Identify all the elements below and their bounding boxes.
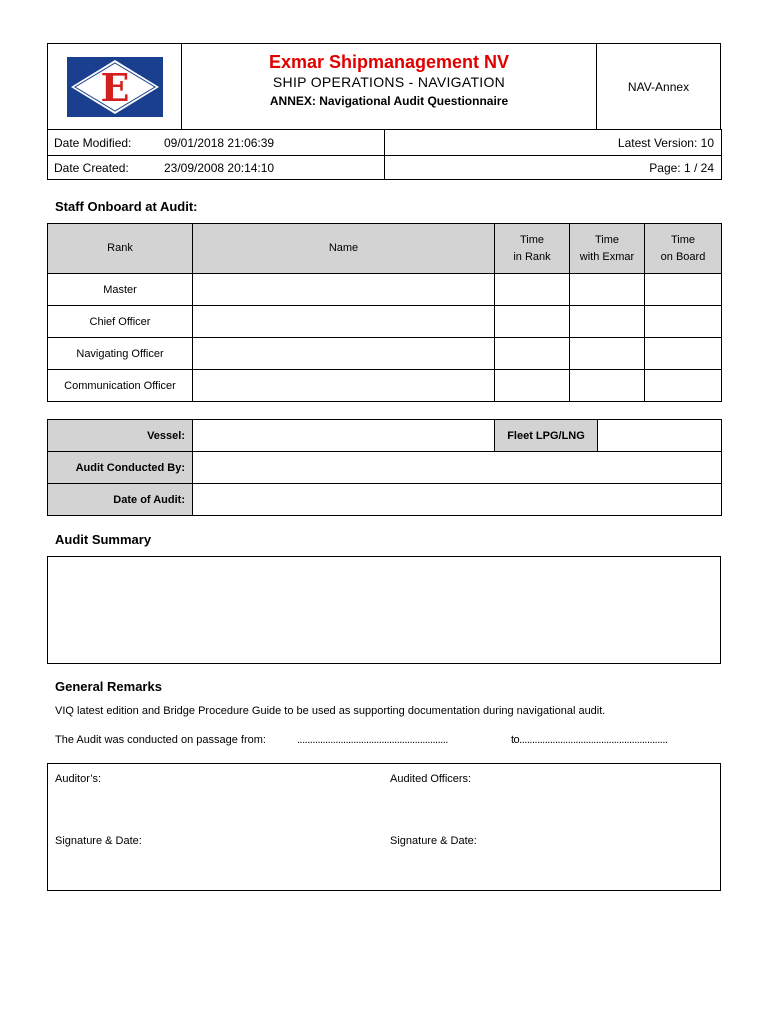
company-logo-icon [67, 57, 163, 117]
col-rank: Rank [48, 224, 193, 274]
staff-heading: Staff Onboard at Audit: [55, 199, 198, 214]
col-time-on-board-line1: Time [670, 233, 696, 246]
date-created-cell [48, 156, 385, 180]
date-created-label: Date Created: [54, 160, 129, 175]
company-name: Exmar Shipmanagement NV [268, 52, 510, 72]
remarks-text: VIQ latest edition and Bridge Procedure Guide to be used as supporting documentation during navigational audit. [55, 705, 606, 717]
time-on-board-input[interactable] [645, 370, 722, 402]
name-input[interactable] [193, 338, 495, 370]
rank-cell: Chief Officer [48, 306, 193, 338]
rank-cell: Navigating Officer [48, 338, 193, 370]
audit-summary-heading: Audit Summary [55, 532, 152, 547]
col-time-on-board [645, 224, 722, 274]
time-with-exmar-input[interactable] [570, 274, 645, 306]
fleet-input[interactable] [598, 420, 722, 452]
name-input[interactable] [193, 274, 495, 306]
title-cell [182, 44, 597, 129]
svg-text:E: E [100, 65, 130, 110]
annex-title: Navigational Audit Questionnaire [319, 94, 509, 108]
time-with-exmar-input[interactable] [570, 306, 645, 338]
time-in-rank-input[interactable] [495, 338, 570, 370]
rank-cell: Master [48, 274, 193, 306]
date-of-audit-input[interactable] [193, 484, 722, 516]
department-title: SHIP OPERATIONS - NAVIGATION [272, 74, 506, 90]
rank-cell: Communication Officer [48, 370, 193, 402]
fleet-label: Fleet LPG/LNG [495, 420, 598, 452]
time-on-board-input[interactable] [645, 274, 722, 306]
col-time-with-exmar [570, 224, 645, 274]
staff-row-communication-officer [48, 370, 722, 402]
staff-row-chief-officer [48, 306, 722, 338]
time-in-rank-input[interactable] [495, 274, 570, 306]
col-time-with-exmar-line1: Time [594, 233, 620, 246]
annex-line [182, 92, 596, 110]
time-in-rank-input[interactable] [495, 370, 570, 402]
staff-table [47, 223, 722, 402]
signature-date-right: Signature & Date: [390, 835, 477, 847]
passage-from-field[interactable]: ........................................................... [297, 734, 448, 746]
audit-summary-textarea[interactable] [47, 556, 721, 664]
staff-row-navigating-officer [48, 338, 722, 370]
date-modified-value: 09/01/2018 21:06:39 [164, 135, 275, 150]
time-on-board-input[interactable] [645, 306, 722, 338]
vessel-input[interactable] [193, 420, 495, 452]
staff-row-master [48, 274, 722, 306]
latest-version: Latest Version: 10 [385, 130, 722, 156]
auditors-label: Auditor’s: [55, 773, 102, 785]
signature-date-left: Signature & Date: [55, 835, 142, 847]
time-with-exmar-input[interactable] [570, 370, 645, 402]
date-modified-label: Date Modified: [54, 135, 132, 150]
doc-code-cell [597, 44, 720, 129]
col-time-on-board-line2: on Board [660, 250, 706, 263]
general-remarks-heading: General Remarks [55, 679, 162, 694]
time-in-rank-input[interactable] [495, 306, 570, 338]
vessel-table [47, 419, 722, 516]
date-created-value: 23/09/2008 20:14:10 [164, 160, 275, 175]
signature-box [47, 763, 721, 891]
col-time-in-rank [495, 224, 570, 274]
time-on-board-input[interactable] [645, 338, 722, 370]
name-input[interactable] [193, 370, 495, 402]
doc-code: NAV-Annex [627, 79, 690, 94]
page-number: Page: 1 / 24 [385, 156, 722, 180]
passage-label: The Audit was conducted on passage from: [55, 734, 266, 746]
date-modified-cell [48, 130, 385, 156]
vessel-label: Vessel: [48, 420, 193, 452]
header-box [47, 43, 721, 130]
col-name: Name [193, 224, 495, 274]
meta-table [47, 129, 722, 180]
col-time-in-rank-line2: in Rank [513, 250, 551, 263]
logo-cell [48, 44, 182, 129]
passage-to-field[interactable]: to.......................................................... [511, 734, 668, 746]
audited-officers-label: Audited Officers: [390, 773, 472, 785]
time-with-exmar-input[interactable] [570, 338, 645, 370]
date-of-audit-label: Date of Audit: [48, 484, 193, 516]
annex-label: ANNEX: [269, 94, 316, 108]
col-time-in-rank-line1: Time [519, 233, 545, 246]
audit-conducted-by-label: Audit Conducted By: [48, 452, 193, 484]
audit-conducted-by-input[interactable] [193, 452, 722, 484]
col-time-with-exmar-line2: with Exmar [579, 250, 635, 263]
name-input[interactable] [193, 306, 495, 338]
